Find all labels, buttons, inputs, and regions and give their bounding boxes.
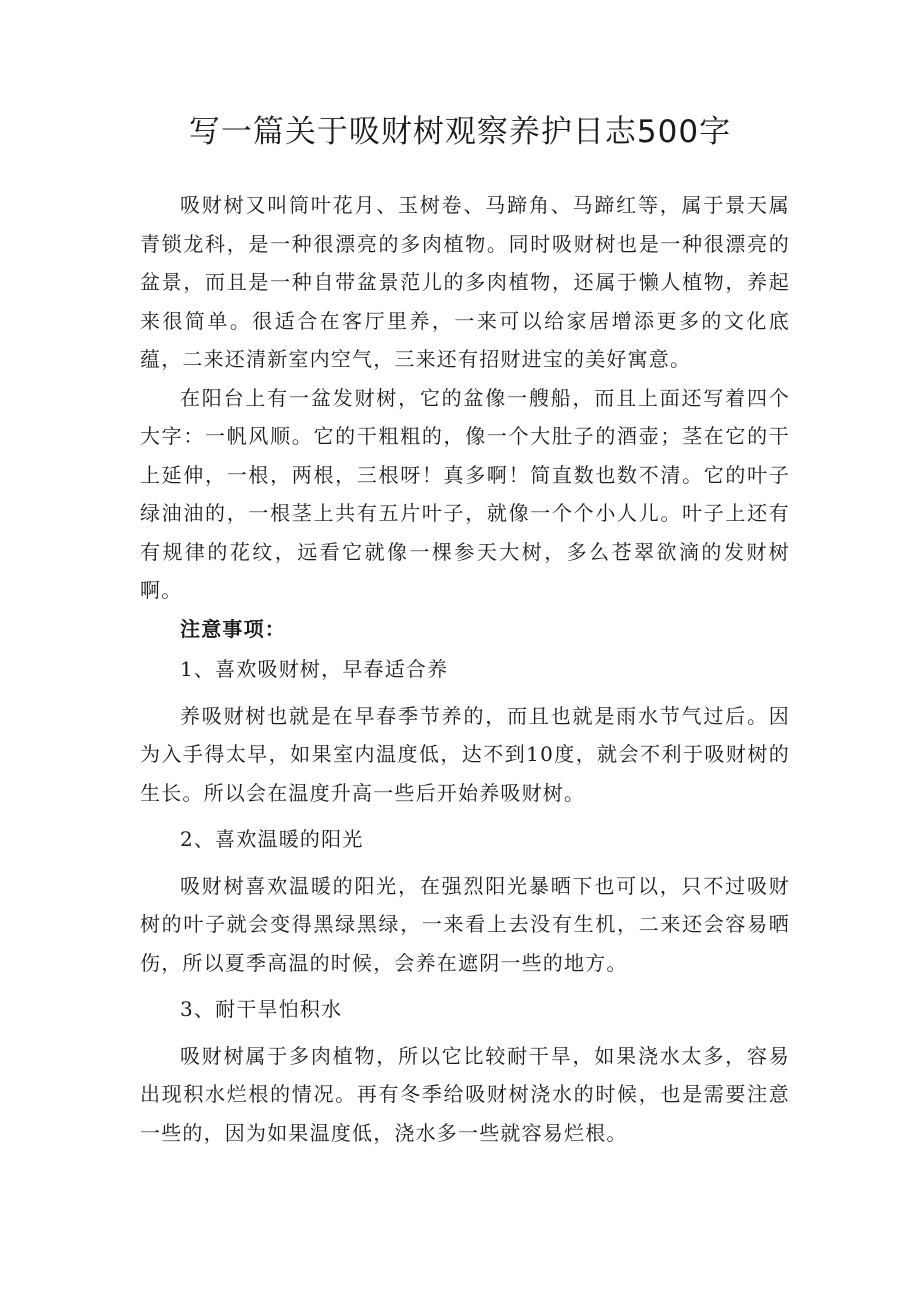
section-1-text: 养吸财树也就是在早春季节养的，而且也就是雨水节气过后。因为入手得太早，如果室内温度低，达不到10度，就会不利于吸财树的生长。所以会在温度升高一些后开始养吸财树。 xyxy=(140,703,790,805)
notes-heading: 注意事项： xyxy=(180,616,286,641)
section-2-heading: 2、喜欢温暖的阳光 xyxy=(180,827,364,851)
section-1-heading: 1、喜欢吸财树，早春适合养 xyxy=(180,657,449,681)
section-3-text: 吸财树属于多肉植物，所以它比较耐干旱，如果浇水太多，容易出现积水烂根的情况。再有冬季给吸财树浇水的时候，也是需要注意一些的，因为如果温度低，浇水多一些就容易烂根。 xyxy=(140,1043,790,1145)
document-body xyxy=(140,186,790,1152)
section-2-text: 吸财树喜欢温暖的阳光，在强烈阳光暴晒下也可以，只不过吸财树的叶子就会变得黑绿黑绿，一来看上去没有生机，二来还会容易晒伤，所以夏季高温的时候，会养在遮阴一些的地方。 xyxy=(140,873,790,975)
intro-paragraph-2: 在阳台上有一盆发财树，它的盆像一艘船，而且上面还写着四个大字：一帆风顺。它的干粗粗的，像一个大肚子的酒壶；茎在它的干上延伸，一根，两根，三根呀！真多啊！简直数也数不清。它的叶子绿油油的，一根茎上共有五片叶子，就像一个个小人儿。叶子上还有有规律的花纹，远看它就像一棵参天大树，多么苍翠欲滴的发财树啊。 xyxy=(140,385,790,602)
intro-paragraph-1: 吸财树又叫筒叶花月、玉树卷、马蹄角、马蹄红等，属于景天属青锁龙科，是一种很漂亮的多肉植物。同时吸财树也是一种很漂亮的盆景，而且是一种自带盆景范儿的多肉植物，还属于懒人植物，养起来很简单。很适合在客厅里养，一来可以给家居增添更多的文化底蕴，二来还清新室内空气，三来还有招财进宝的美好寓意。 xyxy=(140,193,790,371)
document-title: 写一篇关于吸财树观察养护日志500字 xyxy=(188,114,732,150)
section-3-heading: 3、耐干旱怕积水 xyxy=(180,997,343,1021)
